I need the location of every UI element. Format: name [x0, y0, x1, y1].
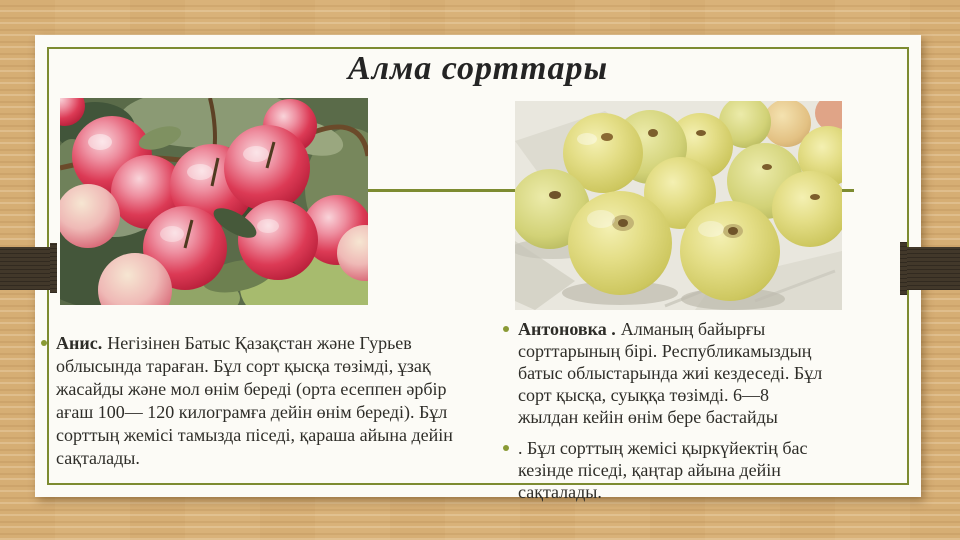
ribbon-left-cap: [50, 243, 57, 293]
variety-description: Негізінен Батыс Қазақстан және Гурьев облысында тараған. Бұл сорт қысқа төзімді, ұзақ жасайды және мол өнім береді (орта есеппен әрбір ағаш 100— 120 килограмға дейін өнім береді). Бұл сорттың жемісі тамызда піседі, қараша айына дейін сақталады.: [56, 333, 453, 468]
right-text-block: [503, 318, 833, 503]
bullet-item-anis: [41, 332, 461, 470]
bullet-icon: [41, 340, 47, 346]
ribbon-right: [907, 247, 960, 290]
ribbon-right-cap: [900, 242, 907, 295]
bullet-icon: [503, 445, 509, 451]
red-apples-photo: [60, 98, 368, 305]
bullet-item-antonovka-2: [503, 437, 833, 503]
slide-title: Алма сорттары: [347, 50, 609, 87]
variety-name: Анис.: [56, 333, 103, 353]
variety-name: Антоновка .: [518, 319, 616, 339]
left-text-block: [41, 332, 461, 470]
bullet-item-antonovka: [503, 318, 833, 428]
olive-divider-line-right: [840, 189, 854, 192]
slide: [35, 35, 921, 502]
variety-description: Алманың байырғы сорттарының бірі. Республикамыздың батыс облыстарында жиі кездеседі. Бұл сорт қысқа, суыққа төзімді. 6—8 жылдан кейін өнім бере бастайды: [518, 319, 823, 427]
bullet-icon: [503, 326, 509, 332]
yellow-apples-photo: [515, 101, 842, 310]
variety-description: . Бұл сорттың жемісі қыркүйектің бас кезінде піседі, қаңтар айына дейін сақталады.: [518, 438, 808, 502]
olive-divider-line: [368, 189, 517, 192]
ribbon-left: [0, 247, 51, 290]
